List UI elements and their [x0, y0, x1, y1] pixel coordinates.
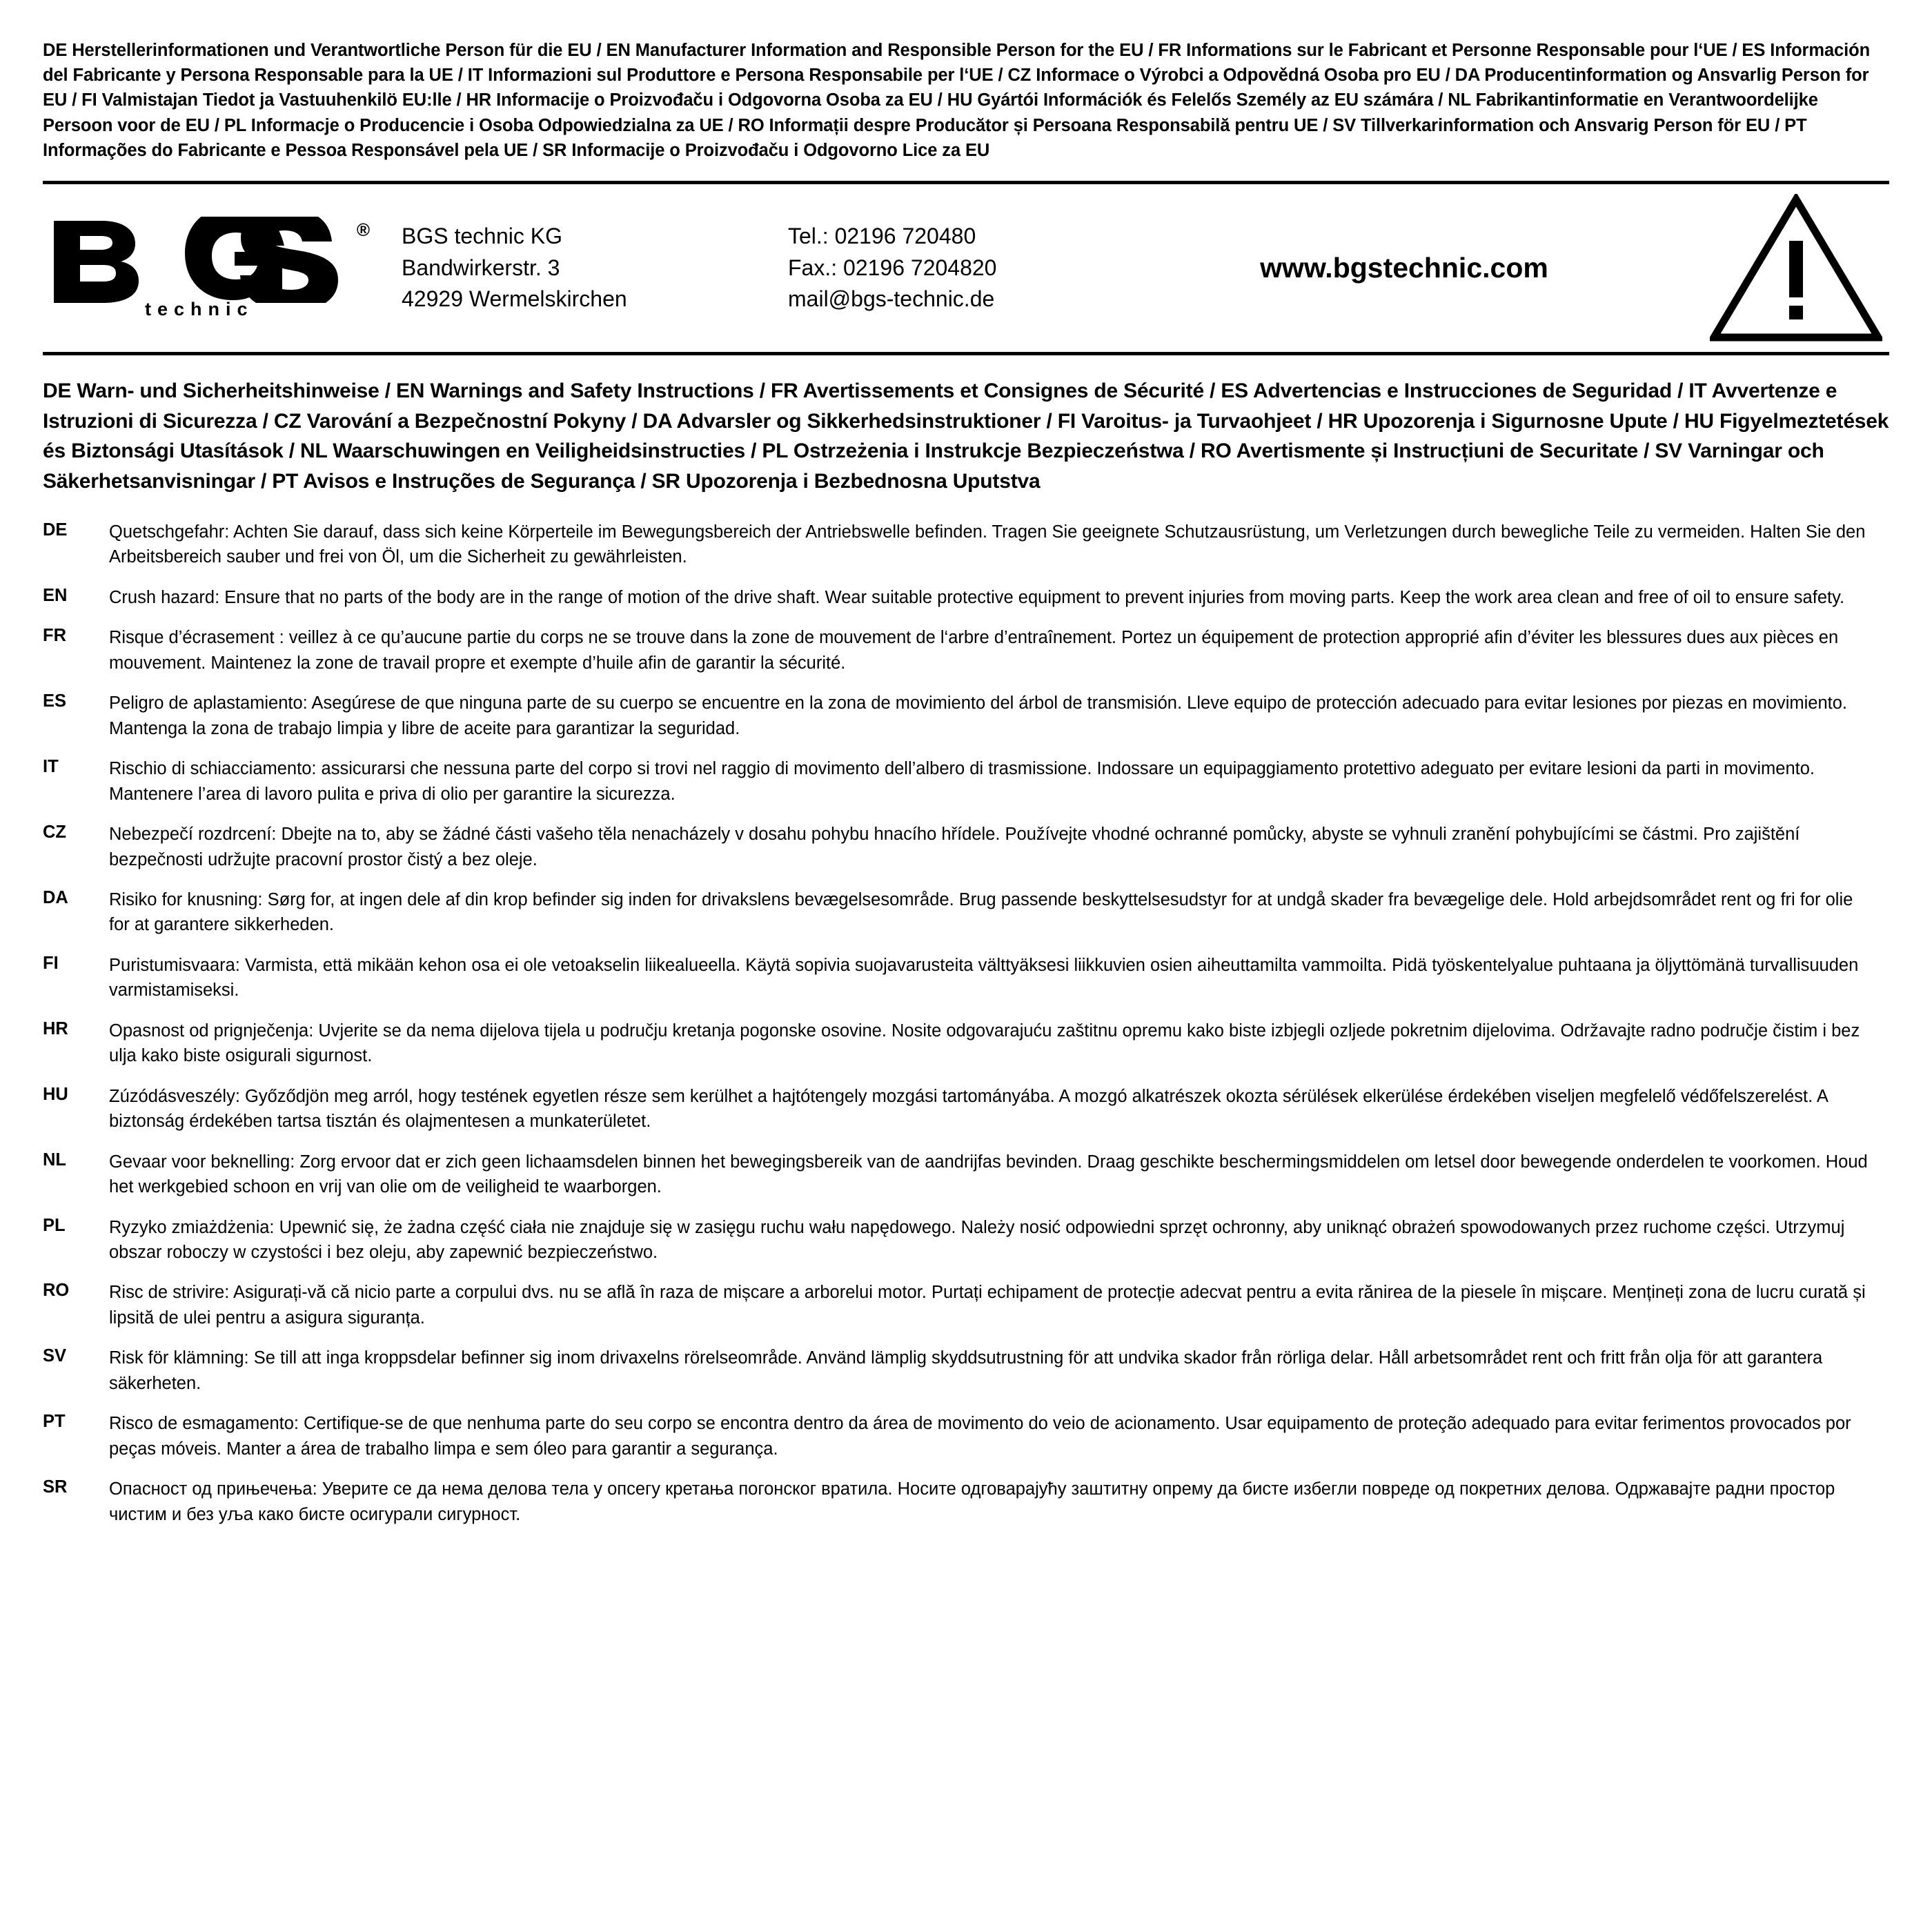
- language-code: PL: [43, 1215, 66, 1235]
- language-text: Rischio di schiacciamento: assicurarsi che nessuna parte del corpo si trovi nel raggio di movimento dell’albero di trasmissione. Indossare un equipaggiamento protettivo adeguato per evitare lesioni da parti in movimento. Mantenere l’area di lavoro pulita e priva di olio per garantire la sicurezza.: [109, 759, 1815, 804]
- company-email[interactable]: mail@bgs-technic.de: [788, 286, 995, 312]
- safety-entries-list: [43, 520, 1889, 1527]
- safety-entry-de: [43, 520, 1889, 570]
- safety-entry-sv: [43, 1346, 1889, 1396]
- safety-entry-hu: [43, 1084, 1889, 1134]
- language-text: Crush hazard: Ensure that no parts of the body are in the range of motion of the drive shaft. Wear suitable protective equipment to prevent injuries from moving parts. Keep the work area clean and free of oil to ensure safety.: [109, 587, 1845, 607]
- language-text: Risk för klämning: Se till att inga kroppsdelar befinner sig inom drivaxelns rörelseområde. Använd lämplig skyddsutrustning för att undvika skador från rörliga delar. Håll arbetsområdet rent och fritt från olja för att garantera säkerheten.: [109, 1348, 1823, 1393]
- logo-subtitle: technic: [145, 298, 254, 319]
- language-text: Risco de esmagamento: Certifique-se de que nenhuma parte do seu corpo se encontra dentro da área de movimento do veio de acionamento. Usar equipamento de proteção adequado para evitar ferimentos provocados por peças móveis. Manter a área de trabalho limpa e sem óleo para garantir a segurança.: [109, 1414, 1851, 1459]
- language-text: Опасност од прињечења: Уверите се да нема делова тела у опсегу кретања погонског вратила. Носите одговарајућу заштитну опрему да бисте избегли повреде од покретних делова. Одржавајте радни простор чистим и без уља како бисте осигурали сигурност.: [109, 1479, 1835, 1524]
- manufacturer-band: [43, 181, 1889, 355]
- language-code: HU: [43, 1084, 68, 1104]
- language-code: DA: [43, 888, 68, 907]
- language-text: Quetschgefahr: Achten Sie darauf, dass sich keine Körperteile im Bewegungsbereich der Antriebswelle befinden. Tragen Sie geeignete Schutzausrüstung, um Verletzungen durch bewegliche Teile zu vermeiden. Halten Sie den Arbeitsbereich sauber und frei von Öl, um die Sicherheit zu gewährleisten.: [109, 522, 1866, 567]
- safety-entry-it: [43, 756, 1889, 807]
- bgs-logotype-icon: [48, 217, 352, 303]
- warning-triangle-icon: [1710, 194, 1882, 342]
- language-text: Opasnost od prignječenja: Uvjerite se da nema dijelova tijela u području kretanja pogonske osovine. Nosite odgovarajuću zaštitnu opremu kako biste izbjegli ozljede pokretnim dijelovima. Održavajte radno područje čistim i bez ulja kako biste osigurali sigurnost.: [109, 1021, 1860, 1066]
- safety-entry-fr: [43, 625, 1889, 676]
- warning-triangle: [1675, 194, 1889, 342]
- language-code: DE: [43, 520, 68, 540]
- language-code: ES: [43, 691, 67, 711]
- language-text: Nebezpečí rozdrcení: Dbejte na to, aby se žádné části vašeho těla nenacházely v dosahu pohybu hnacího hřídele. Používejte vhodné ochranné pomůcky, abyste se vyhnuli zranění pohybujícími se částmi. Pro zajištění bezpečnosti udržujte pracovní prostor čistý a bez oleje.: [109, 825, 1800, 869]
- language-code: NL: [43, 1150, 66, 1170]
- language-text: Risiko for knusning: Sørg for, at ingen dele af din krop befinder sig inden for drivakslens bevægelsesområde. Brug passende beskyttelsesudstyr for at undgå skader fra bevægelige dele. Hold arbejdsområdet rent og fri for olie for at garantere sikkerheden.: [109, 890, 1853, 935]
- company-address: [402, 221, 788, 315]
- brand-logo: [43, 217, 402, 320]
- language-code: SV: [43, 1346, 67, 1366]
- safety-instructions-heading: DE Warn- und Sicherheitshinweise / EN Warnings and Safety Instructions / FR Avertissements et Consignes de Sécurité / ES Advertencias e Instrucciones de Seguridad / IT Avvertenze e Istruzioni di Sicurezza / CZ Varování a Bezpečnostní Pokyny / DA Advarsler og Sikkerhedsinstruktioner / FI Varoitus- ja Turvaohjeet / HR Upozorenja i Sigurnosne Upute / HU Figyelmeztetések és Biztonsági Utasítások / NL Waarschuwingen en Veiligheidsinstructies / PL Ostrzeżenia i Instrukcje Bezpieczeństwa / RO Avertismente și Instrucțiuni de Securitate / SV Varningar och Säkerhetsanvisningar / PT Avisos e Instruções de Segurança / SR Upozorenja i Bezbednosna Uputstva: [43, 379, 1889, 493]
- language-code: EN: [43, 585, 68, 605]
- company-contact: [788, 221, 1161, 315]
- safety-entry-pt: [43, 1411, 1889, 1461]
- registered-mark: ®: [356, 219, 370, 240]
- language-code: CZ: [43, 822, 66, 842]
- company-name: BGS technic KG: [402, 224, 562, 249]
- language-code: IT: [43, 757, 59, 777]
- safety-entry-da: [43, 887, 1889, 938]
- safety-entry-fi: [43, 953, 1889, 1003]
- company-fax: Fax.: 02196 7204820: [788, 255, 997, 280]
- company-city: 42929 Wermelskirchen: [402, 286, 627, 312]
- language-text: Risc de strivire: Asigurați-vă că nicio parte a corpului dvs. nu se află în raza de mișcare a arborelui motor. Purtați echipament de protecție adecvat pentru a evita rănirea de la piesele în mișcare. Mențineți zona de lucru curată și lipsită de ulei pentru a asigura siguranța.: [109, 1283, 1866, 1328]
- language-code: PT: [43, 1412, 66, 1432]
- language-code: HR: [43, 1018, 68, 1038]
- safety-entry-sr: [43, 1477, 1889, 1527]
- language-code: FR: [43, 626, 66, 646]
- language-text: Puristumisvaara: Varmista, että mikään kehon osa ei ole vetoakselin liikealueella. Käytä sopivia suojavarusteita välttyäksesi liikkuvien osien aiheuttamilta vammoilta. Pidä työskentelyalue puhtaana ja öljyttömänä turvallisuuden varmistamiseksi.: [109, 955, 1859, 1000]
- language-text: Risque d’écrasement : veillez à ce qu’aucune partie du corps ne se trouve dans la zone de mouvement de l‘arbre d’entraînement. Portez un équipement de protection approprié afin d’éviter les blessures dues aux pièces en mouvement. Maintenez la zone de travail propre et exempte d’huile afin de garantir la sécurité.: [109, 628, 1839, 673]
- language-text: Peligro de aplastamiento: Asegúrese de que ninguna parte de su cuerpo se encuentre en la zona de movimiento del árbol de transmisión. Lleve equipo de protección adecuado para evitar lesiones por piezas en movimiento. Mantenga la zona de trabajo limpia y libre de aceite para garantizar la seguridad.: [109, 693, 1848, 738]
- language-text: Gevaar voor beknelling: Zorg ervoor dat er zich geen lichaamsdelen binnen het bewegingsbereik van de aandrijfas bevinden. Draag geschikte beschermingsmiddelen om letsel door bewegende onderdelen te voorkomen. Houd het werkgebied schoon en vrij van olie om de veiligheid te waarborgen.: [109, 1152, 1868, 1197]
- safety-entry-hr: [43, 1018, 1889, 1069]
- safety-entry-en: [43, 585, 1889, 610]
- language-text: Zúzódásveszély: Győződjön meg arról, hogy testének egyetlen része sem kerülhet a hajtótengely mozgási tartományába. A mozgó alkatrészek okozta sérülések elkerülése érdekében viseljen megfelelő védőfelszerelést. A biztonság érdekében tartsa tisztán és olajmentesen a munkaterületet.: [109, 1086, 1828, 1132]
- safety-entry-pl: [43, 1215, 1889, 1265]
- language-code: RO: [43, 1281, 70, 1301]
- safety-entry-ro: [43, 1280, 1889, 1330]
- language-code: FI: [43, 953, 59, 973]
- company-street: Bandwirkerstr. 3: [402, 255, 560, 280]
- manufacturer-info-heading: DE Herstellerinformationen und Verantwortliche Person für die EU / EN Manufacturer Information and Responsible Person for the EU / FR Informations sur le Fabricant et Personne Responsable pour l‘UE / ES Información del Fabricante y Persona Responsable para la UE / IT Informazioni sul Produttore e Persona Responsabile per l‘UE / CZ Informace o Výrobci a Odpovědná Osoba pro EU / DA Producentinformation og Ansvarlig Person for EU / FI Valmistajan Tiedot ja Vastuuhenkilö EU:lle / HR Informacije o Proizvođaču i Odgovorna Osoba za EU / HU Gyártói Információk és Felelős Személy az EU számára / NL Fabrikantinformatie en Verantwoordelijke Persoon voor de EU / PL Informacje o Producencie i Osoba Odpowiedzialna za UE / RO Informații despre Producător și Persoana Responsabilă pentru UE / SV Tillverkarinformation och Ansvarig Person för EU / PT Informações do Fabricante e Pessoa Responsável pela UE / SR Informacije o Proizvođaču i Odgovorno Lice za EU: [43, 41, 1871, 160]
- safety-entry-nl: [43, 1150, 1889, 1200]
- company-website[interactable]: www.bgstechnic.com: [1260, 252, 1548, 284]
- safety-entry-cz: [43, 822, 1889, 872]
- company-phone: Tel.: 02196 720480: [788, 224, 976, 249]
- language-text: Ryzyko zmiażdżenia: Upewnić się, że żadna część ciała nie znajduje się w zasięgu ruchu wału napędowego. Należy nosić odpowiedni sprzęt ochronny, aby uniknąć obrażeń spowodowanych przez ruchome części. Utrzymuj obszar roboczy w czystości i bez oleju, aby zapewnić bezpieczeństwo.: [109, 1217, 1845, 1262]
- language-code: SR: [43, 1477, 68, 1497]
- safety-entry-es: [43, 691, 1889, 741]
